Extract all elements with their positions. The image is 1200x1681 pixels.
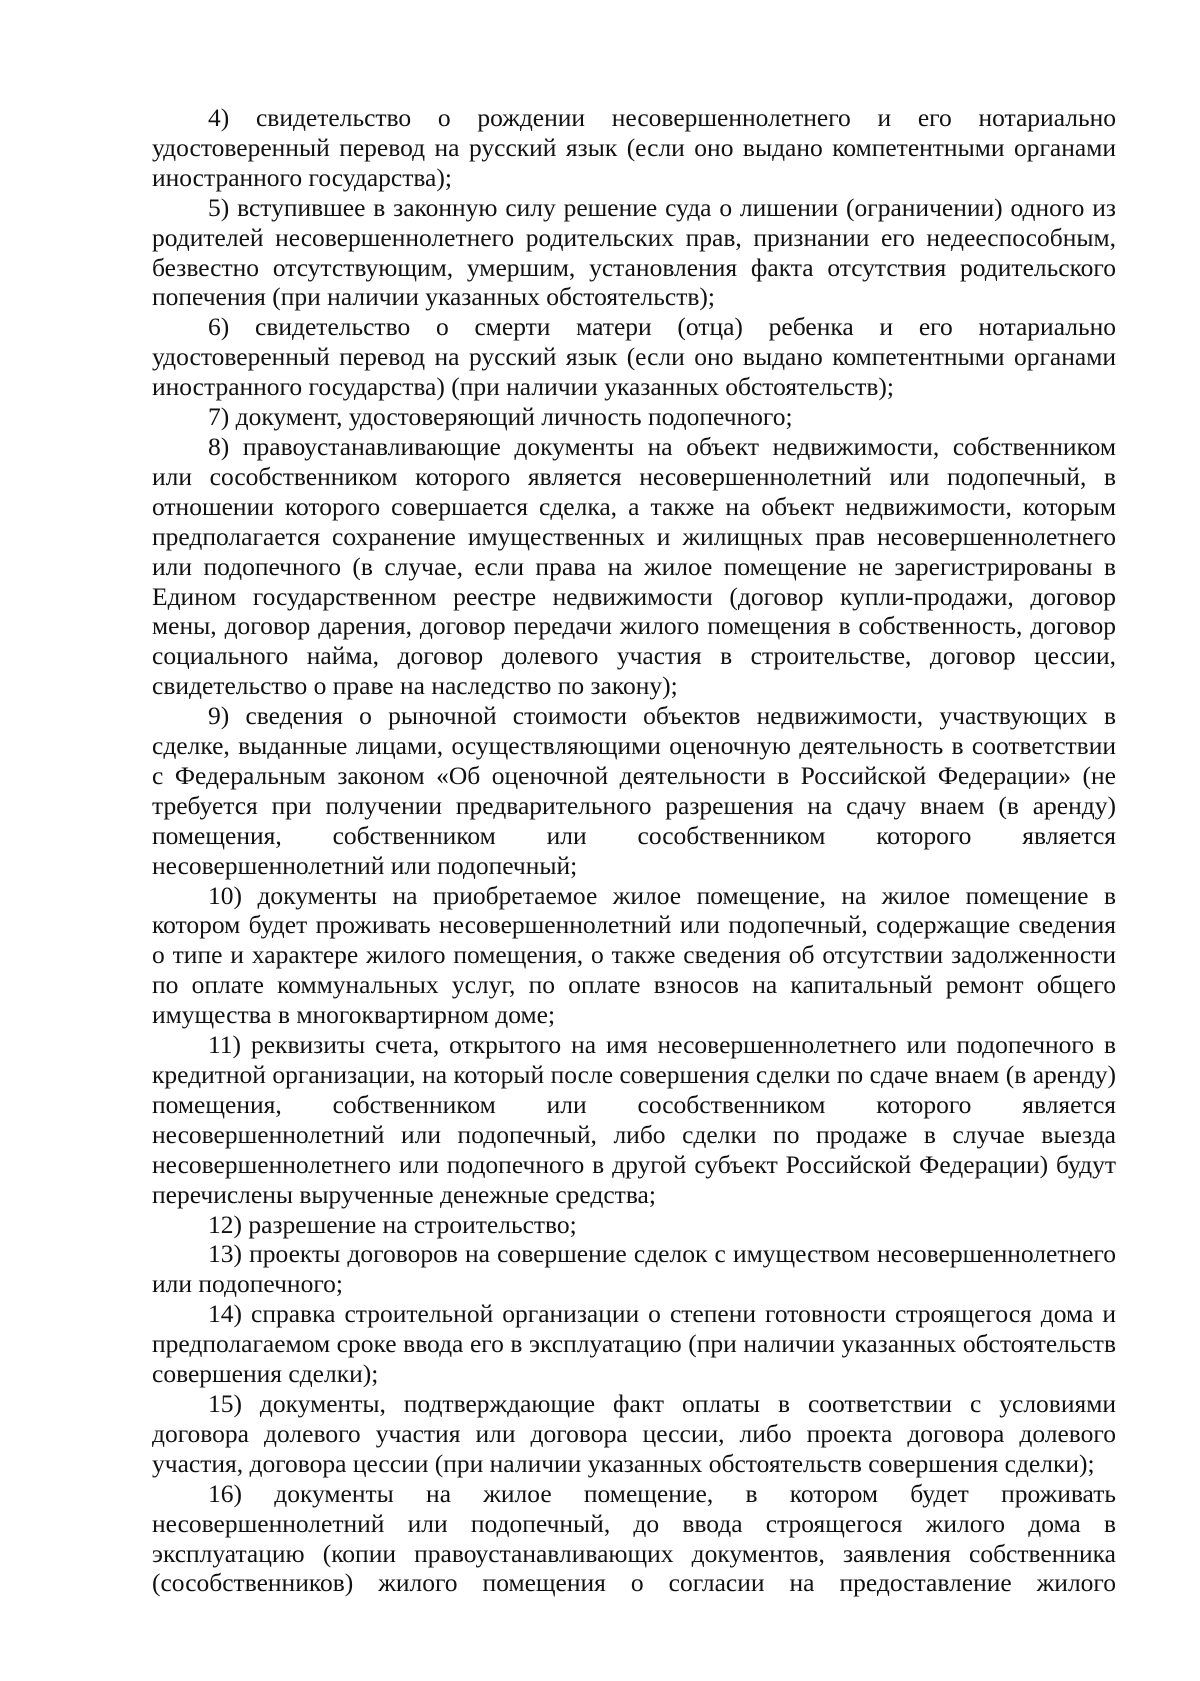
list-item-15: 15) документы, подтверждающие факт оплаты в соответствии с условиями договора долевого участия или договора цессии, либо проекта договора долевого участия, договора цессии (при наличии указанных обстоятельств совершения сделки); xyxy=(152,1388,1116,1478)
document-body xyxy=(152,103,1116,1598)
list-item-9: 9) сведения о рыночной стоимости объектов недвижимости, участвующих в сделке, выданные лицами, осуществляющими оценочную деятельность в соответствии с Федеральным законом «Об оценочной деятельности в Российской Федерации» (не требуется при получении предварительного разрешения на сдачу внаем (в аренду) помещения, собственником или сособственником которого является несовершеннолетний или подопечный; xyxy=(152,701,1116,880)
list-item-4: 4) свидетельство о рождении несовершеннолетнего и его нотариально удостоверенный перевод на русский язык (если оно выдано компетентными органами иностранного государства); xyxy=(152,103,1116,192)
list-item-11: 11) реквизиты счета, открытого на имя несовершеннолетнего или подопечного в кредитной организации, на который после совершения сделки по сдаче внаем (в аренду) помещения, собственником или сособственником которого является несовершеннолетний или подопечный, либо сделки по продаже в случае выезда несовершеннолетнего или подопечного в другой субъект Российской Федерации) будут перечислены вырученные денежные средства; xyxy=(152,1030,1116,1209)
list-item-12: 12) разрешение на строительство; xyxy=(208,1209,577,1239)
list-item-8: 8) правоустанавливающие документы на объект недвижимости, собственником или сособственником которого является несовершеннолетний или подопечный, в отношении которого совершается сделка, а также на объект недвижимости, которым предполагается сохранение имущественных и жилищных прав несовершеннолетнего или подопечного (в случае, если права на жилое помещение не зарегистрированы в Едином государственном реестре недвижимости (договор купли-продажи, договор мены, договор дарения, договор передачи жилого помещения в собственность, договор социального найма, договор долевого участия в строительстве, договор цессии, свидетельство о праве на наследство по закону); xyxy=(152,431,1116,701)
list-item-13: 13) проекты договоров на совершение сделок с имуществом несовершеннолетнего или подопечного; xyxy=(152,1239,1116,1299)
list-item-14: 14) справка строительной организации о степени готовности строящегося дома и предполагаемом сроке ввода его в эксплуатацию (при наличии указанных обстоятельств совершения сделки); xyxy=(152,1299,1116,1389)
list-item-7: 7) документ, удостоверяющий личность подопечного; xyxy=(208,402,793,432)
list-item-16: 16) документы на жилое помещение, в котором будет проживать несовершеннолетний или подопечный, до ввода строящегося жилого дома в эксплуатацию (копии правоустанавливающих документов, заявления собственника (сособственников) жилого помещения о согласии на предоставление жилого xyxy=(152,1478,1116,1598)
list-item-10: 10) документы на приобретаемое жилое помещение, на жилое помещение в котором будет проживать несовершеннолетний или подопечный, содержащие сведения о типе и характере жилого помещения, о также сведения об отсутствии задолженности по оплате коммунальных услуг, по оплате взносов на капитальный ремонт общего имущества в многоквартирном доме; xyxy=(152,880,1116,1030)
list-item-6: 6) свидетельство о смерти матери (отца) ребенка и его нотариально удостоверенный перевод на русский язык (если оно выдано компетентными органами иностранного государства) (при наличии указанных обстоятельств); xyxy=(152,312,1116,402)
list-item-5: 5) вступившее в законную силу решение суда о лишении (ограничении) одного из родителей несовершеннолетнего родительских прав, признании его недееспособным, безвестно отсутствующим, умершим, установления факта отсутствия родительского попечения (при наличии указанных обстоятельств); xyxy=(152,192,1116,312)
